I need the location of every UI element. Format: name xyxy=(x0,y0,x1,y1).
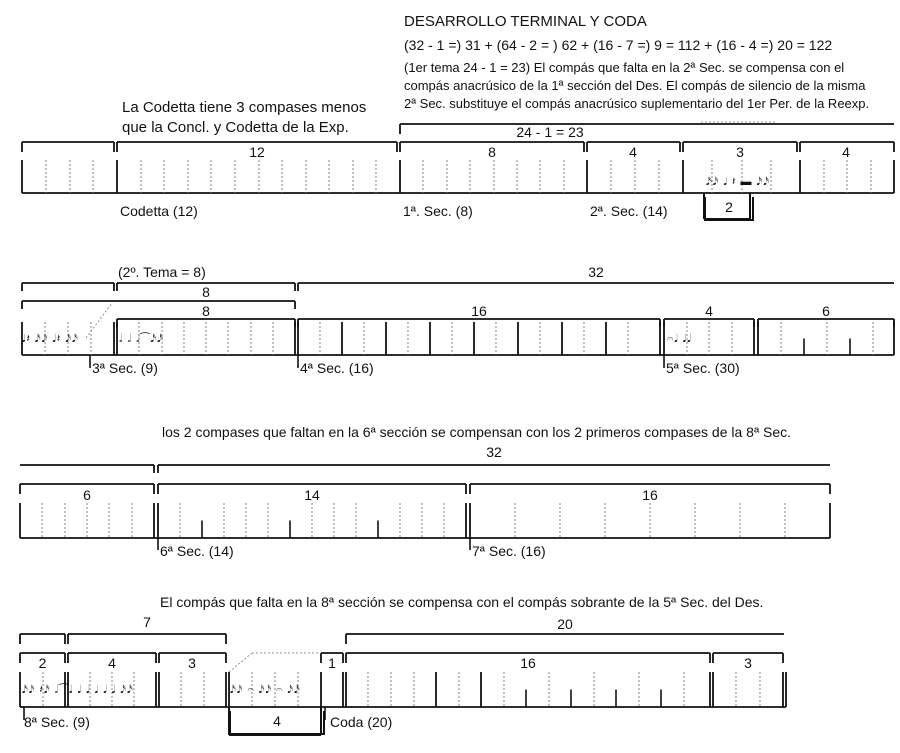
row2-segment-label-4: 6 xyxy=(822,303,830,319)
row1-segment-label-3: 4 xyxy=(629,144,637,160)
row3-segment-label-2: 14 xyxy=(304,487,320,503)
section-label-8a-sec: 8ª Sec. (9) xyxy=(24,714,90,730)
row1-segment-label-4: 3 xyxy=(736,144,744,160)
note-line-2: compás anacrúsico de la 1ª sección del Des. El compás de silencio de la misma xyxy=(404,78,866,93)
row4-segment-label-6: 3 xyxy=(744,655,752,671)
codetta-note-line-2: que la Concl. y Codetta de la Exp. xyxy=(122,119,349,136)
note-line-3: 2ª Sec. substituye el compás anacrúsico suplementario del 1er Per. de la Reexp. xyxy=(404,96,870,111)
section-label-2a-sec: 2ª. Sec. (14) xyxy=(590,203,668,219)
row2-segment-label-1: 8 xyxy=(202,303,210,319)
row2-mid-bracket-label: 8 xyxy=(202,284,210,300)
rhythm-notation-icon: 𝄐𝅘𝅥 𝅘𝅥𝅘𝅥 xyxy=(667,333,692,345)
row2-segment-label-2: 16 xyxy=(471,303,487,319)
row4-top-bracket-left-label: 7 xyxy=(143,614,151,630)
rhythm-notation-icon: 𝅗𝅥 𝅗𝅥 𝅗𝅥⁀𝅘𝅥𝅯𝅘𝅥𝅯 xyxy=(119,333,164,345)
row3-segment-label-1: 6 xyxy=(83,487,91,503)
connector-dotted xyxy=(229,653,252,672)
rhythm-notation-icon: 𝅘𝅥𝅯𝅘𝅥𝅯 𝅘𝅥 𝄽 ▬ 𝅘𝅥𝅯𝅘𝅥𝅯 xyxy=(706,176,770,188)
row2-top-bracket-left-label: (2º. Tema = 8) xyxy=(118,264,206,280)
row4-note: El compás que falta en la 8ª sección se compensa con el compás sobrante de la 5ª Sec. del Des. xyxy=(160,594,764,610)
section-label-3a-sec: 3ª Sec. (9) xyxy=(92,360,158,376)
diagram-title: DESARROLLO TERMINAL Y CODA xyxy=(404,13,647,30)
bar-count-formula: (32 - 1 =) 31 + (64 - 2 = ) 62 + (16 - 7 =) 9 = 112 + (16 - 4 =) 20 = 122 xyxy=(404,37,833,53)
codetta-note-line-1: La Codetta tiene 3 compases menos xyxy=(122,99,367,116)
row4-segment-label-1: 2 xyxy=(38,655,47,671)
row4-top-bracket-right-label: 20 xyxy=(557,616,573,632)
section-label-4a-sec: 4ª Sec. (16) xyxy=(300,360,374,376)
row1-top-bracket-label: 24 - 1 = 23 xyxy=(516,124,584,140)
row1-segment-label-5: 4 xyxy=(842,144,850,160)
section-label-codetta: Codetta (12) xyxy=(120,203,198,219)
section-label-7a-sec: 7ª Sec. (16) xyxy=(472,543,546,559)
section-label-6a-sec: 6ª Sec. (14) xyxy=(160,543,234,559)
rhythm-notation-icon: 𝅘𝅥𝅯𝅘𝅥𝅯 𝄐 𝅘𝅥𝅯𝅘𝅥𝅯 𝄐 𝅘𝅥𝅯𝅘𝅥𝅯 xyxy=(230,684,301,696)
row2-top-bracket-right-label: 32 xyxy=(588,264,604,280)
rhythm-notation-icon: 𝅘𝅥𝄽 𝅘𝅥𝅯𝅘𝅥𝅯 𝅘𝅥𝄽 𝅘𝅥𝅯𝅘𝅥𝅯 xyxy=(22,333,79,345)
row1-box-label: 2 xyxy=(704,197,754,221)
section-label-5a-sec: 5ª Sec. (30) xyxy=(666,360,740,376)
section-label-1a-sec: 1ª. Sec. (8) xyxy=(403,203,473,219)
row1-segment-label-2: 8 xyxy=(488,144,496,160)
connector-dotted xyxy=(86,303,112,338)
row3-top-bracket-label: 32 xyxy=(486,444,502,460)
row1-segment-label-1: 12 xyxy=(249,144,265,160)
row3-segment-label-3: 16 xyxy=(642,487,658,503)
rhythm-notation-icon: 𝅘𝅥𝅯𝅘𝅥𝅯 𝄽𝅘𝅥𝅯 𝅗𝅥⁀𝅘𝅥 𝅘𝅥 𝅘𝅥 𝅘𝅥 𝅘𝅥 𝅘𝅥 𝅘𝅥𝅯𝅘𝅥𝅯 xyxy=(22,684,134,696)
note-line-1: (1er tema 24 - 1 = 23) El compás que falta en la 2ª Sec. se compensa con el xyxy=(404,60,845,75)
row4-box-label: 4 xyxy=(229,711,325,735)
row4-segment-label-2: 4 xyxy=(108,655,116,671)
row3-note: los 2 compases que faltan en la 6ª sección se compensan con los 2 primeros compases de la 8ª Sec. xyxy=(162,424,792,440)
section-label-coda: Coda (20) xyxy=(330,714,393,730)
row4-segment-label-3: 3 xyxy=(188,655,196,671)
row4-segment-label-5: 16 xyxy=(520,655,536,671)
row2-segment-label-3: 4 xyxy=(705,303,713,319)
row4-segment-label-4: 1 xyxy=(328,655,336,671)
